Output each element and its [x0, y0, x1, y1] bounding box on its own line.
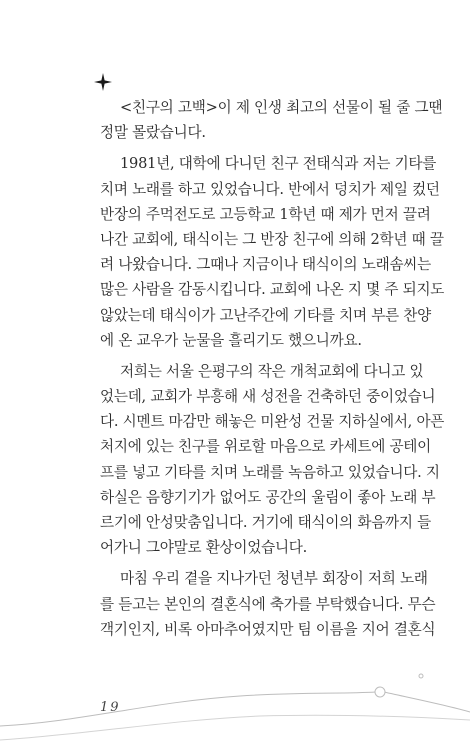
text-line: 프를 넣고 기타를 치며 노래를 녹음하고 있었습니다. 지	[100, 463, 440, 481]
text-line: <친구의 고백>이 제 인생 최고의 선물이 될 줄 그땐	[120, 99, 443, 116]
small-circle-ornament-icon	[419, 674, 423, 678]
text-line: 르기에 안성맞춤입니다. 거기에 태식이의 화음까지 들	[100, 514, 431, 531]
text-line: 객기인지, 비록 아마추어였지만 팀 이름을 지어 결혼식	[100, 620, 436, 638]
text-line: 하실은 음향기기가 없어도 공간의 울림이 좋아 노래 부	[100, 488, 436, 506]
text-line: 나간 교회에, 태식이는 그 반장 친구에 의해 2학년 때 끌	[100, 230, 444, 248]
circle-ornament-icon	[375, 687, 385, 697]
body-text	[100, 95, 445, 642]
text-line: 처지에 있는 친구를 위로할 마음으로 카세트에 공테이	[100, 438, 431, 456]
text-line: 않았는데 태식이가 고난주간에 기타를 치며 부른 찬양	[100, 306, 431, 324]
text-line: 다. 시멘트 마감만 해놓은 미완성 건물 지하실에서, 아픈	[100, 413, 445, 431]
text-line: 많은 사람을 감동시킵니다. 교회에 나온 지 몇 주 되지도	[100, 281, 445, 299]
text-line: 를 듣고는 본인의 결혼식에 축가를 부탁했습니다. 무슨	[100, 595, 436, 613]
text-line: 정말 몰랐습니다.	[100, 124, 206, 142]
text-line: 1981년, 대학에 다니던 친구 전태식과 저는 기타를	[120, 155, 437, 173]
text-line: 려 나왔습니다. 그때나 지금이나 태식이의 노래솜씨는	[100, 256, 431, 274]
text-line: 반장의 주먹전도로 고등학교 1학년 때 제가 먼저 끌려	[100, 205, 431, 223]
star-ornament-icon	[93, 72, 113, 92]
text-line: 치며 노래를 하고 있었습니다. 반에서 덩치가 제일 컸던	[100, 180, 440, 198]
text-line: 었는데, 교회가 부흥해 새 성전을 건축하던 중이었습니	[100, 388, 436, 406]
page-number: 19	[100, 700, 121, 715]
decorative-wave-curve	[0, 640, 470, 752]
text-line: 마침 우리 곁을 지나가던 청년부 회장이 저희 노래	[120, 570, 428, 588]
text-line: 에 온 교우가 눈물을 흘리기도 했으니까요.	[100, 331, 362, 349]
text-line: 저희는 서울 은평구의 작은 개척교회에 다니고 있	[120, 362, 424, 380]
text-line: 어가니 그야말로 환상이었습니다.	[100, 539, 308, 557]
